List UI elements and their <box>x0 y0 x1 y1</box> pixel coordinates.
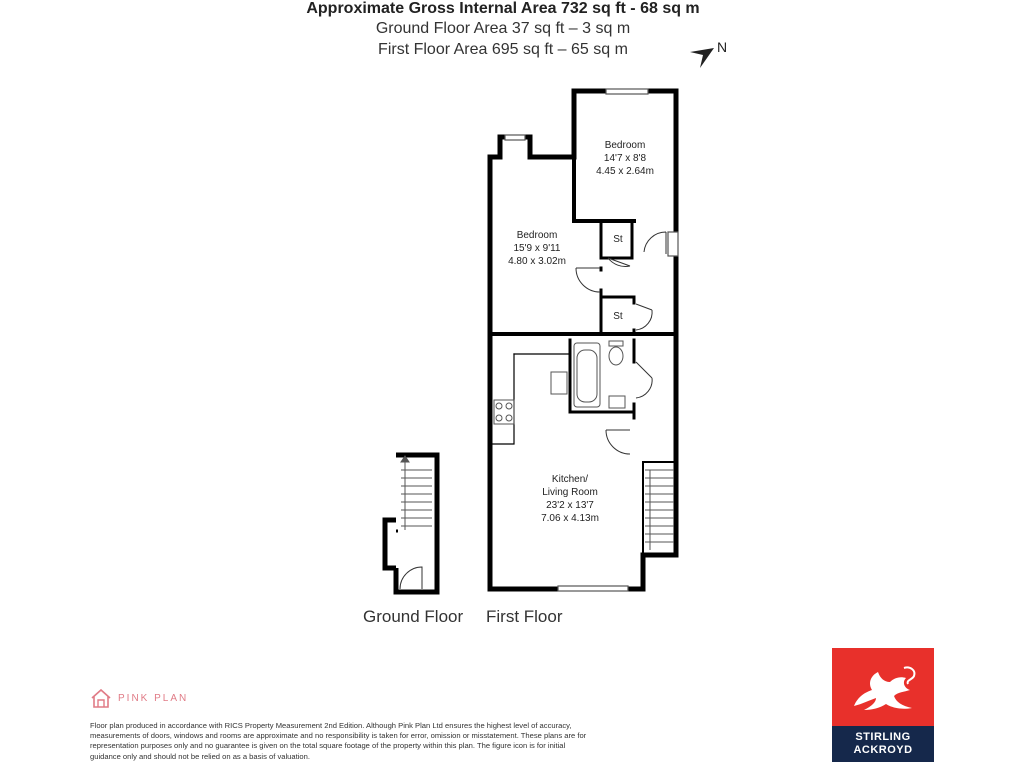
pink-plan-brand <box>90 688 188 708</box>
kitchen-name-2: Living Room <box>542 487 598 498</box>
bathroom-fixtures <box>551 341 625 408</box>
disclaimer-text: Floor plan produced in accordance with RICS Property Measurement 2nd Edition. Although Pink Plan Ltd ensures the highest level of accuracy, measurements of doors, windows and rooms are approximate and no responsibility is taken for error, omission or misstatement. These plans are for representation purposes only and no guarantee is given on the total square footage of the property within this plan. The figure icon is for initial guidance only and should not be relied on as a basis of valuation. <box>90 721 587 761</box>
kitchen-metric: 7.06 x 4.13m <box>541 513 599 524</box>
stirling-ackroyd-logo <box>832 648 934 762</box>
bedroom2-metric: 4.80 x 3.02m <box>508 256 566 267</box>
compass-north-icon <box>690 39 727 68</box>
logo-line-2: ACKROYD <box>853 744 913 756</box>
first-floor-label: First Floor <box>486 607 563 626</box>
kitchen-hob <box>494 400 514 424</box>
bedroom1-imperial: 14'7 x 8'8 <box>603 153 647 164</box>
ground-floor-area: Ground Floor Area 37 sq ft – 3 sq m <box>375 20 631 37</box>
logo-red-panel <box>832 648 934 726</box>
ground-floor-door <box>400 567 422 589</box>
bedroom1-name: Bedroom <box>604 140 646 151</box>
first-floor-area: First Floor Area 695 sq ft – 65 sq m <box>378 41 628 58</box>
pink-plan-name: PINK PLAN <box>118 692 189 704</box>
store1-name: St <box>613 234 623 245</box>
compass-label: N <box>717 39 728 55</box>
bedroom1-metric: 4.45 x 2.64m <box>596 166 654 177</box>
logo-line-1: STIRLING <box>855 731 911 743</box>
store2-name: St <box>613 311 623 322</box>
pink-plan-house-icon <box>90 688 112 708</box>
ground-floor-stairs <box>401 456 432 530</box>
ground-floor-label: Ground Floor <box>363 607 464 626</box>
ground-floor-plan <box>385 455 437 592</box>
logo-navy-panel <box>832 726 934 762</box>
kitchen-name-1: Kitchen/ <box>551 474 589 485</box>
bedroom2-name: Bedroom <box>516 230 558 241</box>
griffin-icon <box>832 648 934 726</box>
gross-area-title: Approximate Gross Internal Area 732 sq ft - 68 sq m <box>306 0 700 17</box>
first-floor-stairs <box>645 470 674 550</box>
bedroom2-imperial: 15'9 x 9'11 <box>513 243 561 254</box>
kitchen-imperial: 23'2 x 13'7 <box>546 500 594 511</box>
